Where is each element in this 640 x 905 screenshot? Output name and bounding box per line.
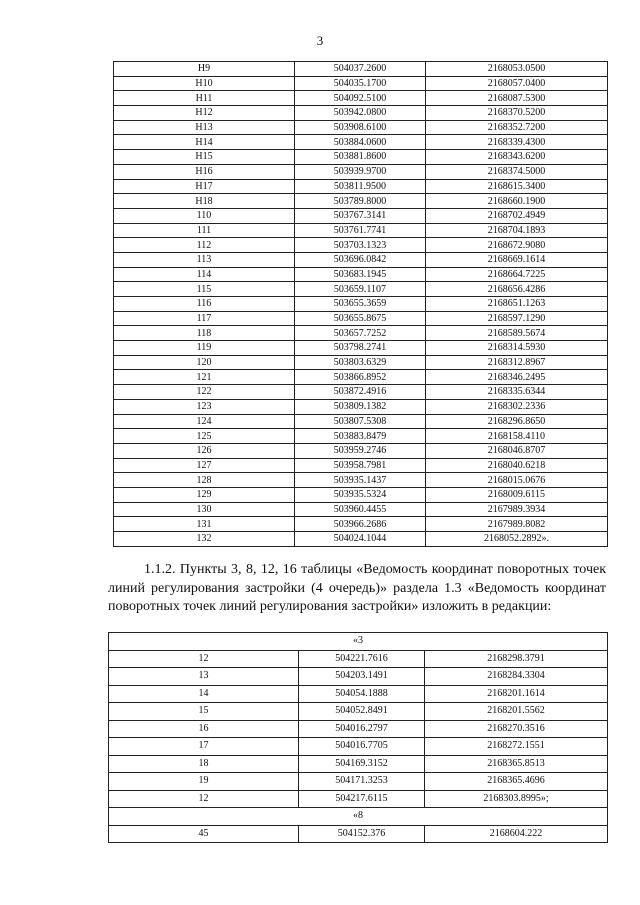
point-number-cell: 112	[114, 238, 295, 253]
point-number-cell: 127	[114, 458, 295, 473]
y-coordinate-cell: 2168009.6115	[426, 487, 608, 502]
y-coordinate-cell: 2168365.4696	[425, 773, 608, 791]
point-number-cell: 113	[114, 252, 295, 267]
table-row	[109, 738, 608, 756]
section-header-row	[109, 808, 608, 826]
y-coordinate-cell: 2168656.4286	[426, 282, 608, 297]
y-coordinate-cell: 2168704.1893	[426, 223, 608, 238]
table-row	[114, 399, 608, 414]
table-row	[114, 311, 608, 326]
y-coordinate-cell: 2168040.6218	[426, 458, 608, 473]
table-row	[114, 341, 608, 356]
table-row	[114, 282, 608, 297]
point-number-cell: Н11	[114, 91, 295, 106]
y-coordinate-cell: 2167989.8082	[426, 517, 608, 532]
section-header: «8	[109, 808, 608, 826]
table-row	[109, 773, 608, 791]
y-coordinate-cell: 2168015.0676	[426, 473, 608, 488]
x-coordinate-cell: 503807.5308	[295, 414, 426, 429]
point-number-cell: 126	[114, 443, 295, 458]
x-coordinate-cell: 504016.2797	[299, 720, 425, 738]
table-row	[114, 223, 608, 238]
y-coordinate-cell: 2168339.4300	[426, 135, 608, 150]
y-coordinate-cell: 2168270.3516	[425, 720, 608, 738]
x-coordinate-cell: 503966.2686	[295, 517, 426, 532]
point-number-cell: 121	[114, 370, 295, 385]
x-coordinate-cell: 504035.1700	[295, 76, 426, 91]
table-row	[109, 790, 608, 808]
section-header: «3	[109, 633, 608, 651]
point-number-cell: 17	[109, 738, 299, 756]
x-coordinate-cell: 503767.3141	[295, 208, 426, 223]
table-row	[109, 685, 608, 703]
table-row	[114, 91, 608, 106]
x-coordinate-cell: 503883.8479	[295, 429, 426, 444]
y-coordinate-cell: 2168087.5300	[426, 91, 608, 106]
table-row	[114, 414, 608, 429]
table-row	[114, 150, 608, 165]
point-number-cell: 129	[114, 487, 295, 502]
amendment-paragraph	[108, 561, 606, 617]
x-coordinate-cell: 503683.1945	[295, 267, 426, 282]
x-coordinate-cell: 503959.2746	[295, 443, 426, 458]
table-row	[114, 473, 608, 488]
point-number-cell: 116	[114, 297, 295, 312]
x-coordinate-cell: 504169.3152	[299, 755, 425, 773]
y-coordinate-cell: 2168374.5000	[426, 164, 608, 179]
y-coordinate-cell: 2168201.1614	[425, 685, 608, 703]
y-coordinate-cell: 2168314.5930	[426, 341, 608, 356]
y-coordinate-cell: 2168672.9080	[426, 238, 608, 253]
coordinates-table	[113, 61, 608, 547]
table-row	[109, 755, 608, 773]
x-coordinate-cell: 504052.8491	[299, 703, 425, 721]
point-number-cell: 12	[109, 650, 299, 668]
y-coordinate-cell: 2168303.8995»;	[425, 790, 608, 808]
amended-coordinates-table	[108, 632, 608, 843]
table-row	[114, 502, 608, 517]
x-coordinate-cell: 504221.7616	[299, 650, 425, 668]
point-number-cell: 124	[114, 414, 295, 429]
table-row	[114, 326, 608, 341]
point-number-cell: 118	[114, 326, 295, 341]
page-number: 3	[316, 33, 324, 48]
y-coordinate-cell: 2168057.0400	[426, 76, 608, 91]
table-row	[114, 164, 608, 179]
y-coordinate-cell: 2168589.5674	[426, 326, 608, 341]
point-number-cell: 117	[114, 311, 295, 326]
point-number-cell: 18	[109, 755, 299, 773]
y-coordinate-cell: 2168660.1900	[426, 194, 608, 209]
table-row	[114, 208, 608, 223]
table-row	[114, 370, 608, 385]
table-row	[109, 703, 608, 721]
point-number-cell: Н18	[114, 194, 295, 209]
y-coordinate-cell: 2168298.3791	[425, 650, 608, 668]
y-coordinate-cell: 2168052.2892».	[426, 532, 608, 547]
table-row	[114, 267, 608, 282]
point-number-cell: 115	[114, 282, 295, 297]
table-row	[109, 720, 608, 738]
point-number-cell: Н14	[114, 135, 295, 150]
y-coordinate-cell: 2168053.0500	[426, 62, 608, 77]
x-coordinate-cell: 503655.8675	[295, 311, 426, 326]
x-coordinate-cell: 503958.7981	[295, 458, 426, 473]
x-coordinate-cell: 503866.8952	[295, 370, 426, 385]
point-number-cell: Н15	[114, 150, 295, 165]
x-coordinate-cell: 503811.9500	[295, 179, 426, 194]
table-row	[114, 429, 608, 444]
x-coordinate-cell: 503872.4916	[295, 385, 426, 400]
x-coordinate-cell: 503809.1382	[295, 399, 426, 414]
section-header-row	[109, 633, 608, 651]
y-coordinate-cell: 2168597.1290	[426, 311, 608, 326]
y-coordinate-cell: 2168346.2495	[426, 370, 608, 385]
amendment-text: 1.1.2. Пункты 3, 8, 12, 16 таблицы «Ведомость координат поворотных точек линий регулирования застройки (4 очередь)» раздела 1.3 «Ведомость координат поворотных точек линий регулирования застройки» изложить в редакции:	[108, 562, 606, 614]
y-coordinate-cell: 2168201.5562	[425, 703, 608, 721]
x-coordinate-cell: 504054.1888	[299, 685, 425, 703]
table-row	[114, 179, 608, 194]
point-number-cell: 119	[114, 341, 295, 356]
x-coordinate-cell: 503657.7252	[295, 326, 426, 341]
table-row	[109, 668, 608, 686]
point-number-cell: 15	[109, 703, 299, 721]
x-coordinate-cell: 503881.8600	[295, 150, 426, 165]
table-row	[109, 825, 608, 843]
y-coordinate-cell: 2168296.8650	[426, 414, 608, 429]
y-coordinate-cell: 2168370.5200	[426, 106, 608, 121]
x-coordinate-cell: 504024.1044	[295, 532, 426, 547]
table-row	[114, 252, 608, 267]
x-coordinate-cell: 504152.376	[299, 825, 425, 843]
x-coordinate-cell: 503935.1437	[295, 473, 426, 488]
x-coordinate-cell: 503798.2741	[295, 341, 426, 356]
table-row	[114, 517, 608, 532]
y-coordinate-cell: 2167989.3934	[426, 502, 608, 517]
table-row	[114, 443, 608, 458]
point-number-cell: Н13	[114, 120, 295, 135]
y-coordinate-cell: 2168046.8707	[426, 443, 608, 458]
point-number-cell: 14	[109, 685, 299, 703]
x-coordinate-cell: 504217.6115	[299, 790, 425, 808]
point-number-cell: 131	[114, 517, 295, 532]
table-row	[114, 120, 608, 135]
x-coordinate-cell: 503935.5324	[295, 487, 426, 502]
table-row	[114, 135, 608, 150]
point-number-cell: 19	[109, 773, 299, 791]
point-number-cell: 132	[114, 532, 295, 547]
point-number-cell: Н9	[114, 62, 295, 77]
x-coordinate-cell: 503939.9700	[295, 164, 426, 179]
point-number-cell: 130	[114, 502, 295, 517]
x-coordinate-cell: 503761.7741	[295, 223, 426, 238]
table-row	[114, 76, 608, 91]
table-row	[114, 487, 608, 502]
point-number-cell: 128	[114, 473, 295, 488]
y-coordinate-cell: 2168158.4110	[426, 429, 608, 444]
point-number-cell: Н17	[114, 179, 295, 194]
x-coordinate-cell: 503942.0800	[295, 106, 426, 121]
point-number-cell: 122	[114, 385, 295, 400]
x-coordinate-cell: 503884.0600	[295, 135, 426, 150]
table-row	[114, 194, 608, 209]
y-coordinate-cell: 2168312.8967	[426, 355, 608, 370]
table-row	[114, 106, 608, 121]
point-number-cell: 110	[114, 208, 295, 223]
table-row	[114, 532, 608, 547]
table-row	[109, 650, 608, 668]
table-row	[114, 355, 608, 370]
x-coordinate-cell: 504203.1491	[299, 668, 425, 686]
point-number-cell: 12	[109, 790, 299, 808]
y-coordinate-cell: 2168651.1263	[426, 297, 608, 312]
table-row	[114, 62, 608, 77]
x-coordinate-cell: 503908.6100	[295, 120, 426, 135]
point-number-cell: Н12	[114, 106, 295, 121]
point-number-cell: 45	[109, 825, 299, 843]
y-coordinate-cell: 2168664.7225	[426, 267, 608, 282]
x-coordinate-cell: 503789.8000	[295, 194, 426, 209]
y-coordinate-cell: 2168702.4949	[426, 208, 608, 223]
x-coordinate-cell: 504016.7705	[299, 738, 425, 756]
point-number-cell: 123	[114, 399, 295, 414]
point-number-cell: 111	[114, 223, 295, 238]
point-number-cell: 16	[109, 720, 299, 738]
y-coordinate-cell: 2168669.1614	[426, 252, 608, 267]
x-coordinate-cell: 503696.0842	[295, 252, 426, 267]
x-coordinate-cell: 503659.1107	[295, 282, 426, 297]
y-coordinate-cell: 2168365.8513	[425, 755, 608, 773]
y-coordinate-cell: 2168604.222	[425, 825, 608, 843]
table-row	[114, 238, 608, 253]
y-coordinate-cell: 2168284.3304	[425, 668, 608, 686]
x-coordinate-cell: 503703.1323	[295, 238, 426, 253]
x-coordinate-cell: 503960.4455	[295, 502, 426, 517]
x-coordinate-cell: 503655.3659	[295, 297, 426, 312]
y-coordinate-cell: 2168272.1551	[425, 738, 608, 756]
point-number-cell: 13	[109, 668, 299, 686]
y-coordinate-cell: 2168615.3400	[426, 179, 608, 194]
y-coordinate-cell: 2168335.6344	[426, 385, 608, 400]
x-coordinate-cell: 504037.2600	[295, 62, 426, 77]
point-number-cell: Н16	[114, 164, 295, 179]
table-row	[114, 458, 608, 473]
point-number-cell: 120	[114, 355, 295, 370]
x-coordinate-cell: 504171.3253	[299, 773, 425, 791]
point-number-cell: Н10	[114, 76, 295, 91]
x-coordinate-cell: 503803.6329	[295, 355, 426, 370]
x-coordinate-cell: 504092.5100	[295, 91, 426, 106]
y-coordinate-cell: 2168302.2336	[426, 399, 608, 414]
point-number-cell: 125	[114, 429, 295, 444]
table-row	[114, 297, 608, 312]
table-row	[114, 385, 608, 400]
point-number-cell: 114	[114, 267, 295, 282]
y-coordinate-cell: 2168343.6200	[426, 150, 608, 165]
y-coordinate-cell: 2168352.7200	[426, 120, 608, 135]
